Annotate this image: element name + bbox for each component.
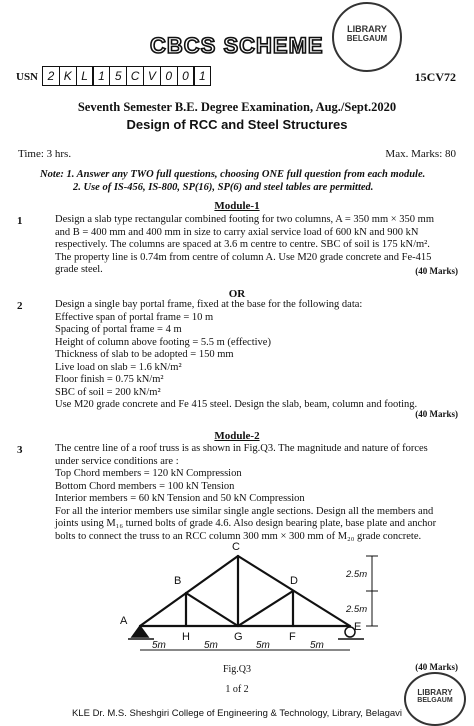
- dim-fe: 5m: [310, 640, 324, 651]
- q2-line: Use M20 grade concrete and Fe 415 steel. Design the slab, beam, column and footing.: [55, 399, 418, 410]
- q1-line: respectively. The columns are spaced at 3.6 m centre to centre. SBC of soil is 175 kN/m².: [55, 239, 430, 250]
- q2-line: Height of column above footing = 5.5 m (effective): [55, 336, 271, 348]
- q3-line: For all the interior members use similar single angle sections. Design all the members and: [55, 505, 434, 517]
- question-3-number: 3: [17, 444, 23, 456]
- question-3-text: [55, 443, 463, 543]
- usn-boxes: [42, 66, 210, 86]
- usn-char: 1: [92, 66, 110, 86]
- q2-line: Live load on slab = 1.6 kN/m²: [55, 361, 182, 373]
- usn-char: 5: [109, 66, 127, 86]
- member-bg: [186, 593, 238, 626]
- q1-line: grade steel.: [55, 264, 103, 275]
- figure-caption: Fig.Q3: [222, 664, 252, 675]
- q3-line: The centre line of a roof truss is as shown in Fig.Q3. The magnitude and nature of forces: [55, 443, 428, 454]
- question-2-marks: (40 Marks): [415, 409, 458, 419]
- dim-gf: 5m: [256, 640, 270, 651]
- q3-line: joints using M₁₆ turned bolts of grade 4.6. Also design bearing plate, base plate and anchor: [55, 518, 437, 529]
- usn-char: K: [59, 66, 77, 86]
- q2-line: Effective span of portal frame = 10 m: [55, 311, 214, 323]
- q3-line: bolts to connect the truss to an RCC column 300 mm × 300 mm of M₂₀ grade concrete.: [55, 530, 422, 542]
- question-3-marks: (40 Marks): [415, 662, 458, 672]
- stamp-line-1: LIBRARY: [347, 24, 387, 34]
- usn-char: 0: [177, 66, 195, 86]
- note-line-1: Note: 1. Answer any TWO full questions, choosing ONE full question from each module.: [40, 169, 426, 180]
- node-label-b: B: [174, 575, 182, 587]
- time-allowed: Time: 3 hrs.: [18, 148, 72, 160]
- usn-char: L: [76, 66, 94, 86]
- question-1-number: 1: [17, 215, 23, 227]
- dim-rise-upper: 2.5m: [346, 569, 368, 580]
- roof-truss-figure: [110, 540, 390, 665]
- exam-title: Seventh Semester B.E. Degree Examination, Aug./Sept.2020: [77, 100, 397, 114]
- question-1-text: [55, 214, 463, 277]
- node-label-f: F: [289, 631, 296, 643]
- usn-char: 0: [160, 66, 178, 86]
- usn-char: V: [143, 66, 161, 86]
- q1-line: Design a slab type rectangular combined footing for two columns, A = 350 mm × 350 mm: [55, 214, 434, 225]
- stamp-bottom-line-1: LIBRARY: [417, 688, 453, 697]
- stamp-line-2: BELGAUM: [346, 34, 388, 43]
- library-footer: KLE Dr. M.S. Sheshgiri College of Engineering & Technology, Library, Belagavi: [71, 708, 403, 719]
- question-2-text: [55, 299, 463, 412]
- q3-line: Interior members = 60 kN Tension and 50 kN Compression: [55, 493, 305, 504]
- question-2-number: 2: [17, 300, 23, 312]
- q3-line: Top Chord members = 120 kN Compression: [55, 468, 242, 479]
- question-1-marks: (40 Marks): [415, 266, 458, 276]
- q2-line: Spacing of portal frame = 4 m: [55, 324, 182, 335]
- q1-line: The property line is 0.74m from centre of column A. Use M20 grade concrete and Fe-415: [55, 251, 432, 263]
- usn-label: USN: [16, 71, 39, 83]
- node-label-a: A: [120, 615, 128, 627]
- subject-title: Design of RCC and Steel Structures: [126, 117, 348, 132]
- member-dg: [238, 591, 293, 626]
- q2-line: Thickness of slab to be adopted = 150 mm: [55, 349, 234, 360]
- dim-rise-lower: 2.5m: [346, 604, 368, 615]
- usn-char: 1: [193, 66, 211, 86]
- or-separator: OR: [228, 288, 246, 300]
- dim-ah: 5m: [152, 640, 166, 651]
- q3-line: Bottom Chord members = 100 kN Tension: [55, 480, 235, 492]
- library-stamp-top: [332, 2, 402, 72]
- dim-hg: 5m: [204, 640, 218, 651]
- instructions-note: [40, 168, 460, 194]
- node-label-c: C: [232, 541, 240, 553]
- q2-line: SBC of soil = 200 kN/m²: [55, 386, 161, 398]
- stamp-bottom-line-2: BELGAUM: [417, 697, 453, 704]
- q1-line: and B = 400 mm and 400 mm in size to carry axial service load of 600 kN and 900 kN: [55, 226, 419, 238]
- scheme-title: CBCS SCHEME: [150, 33, 324, 58]
- node-label-e: E: [354, 621, 362, 633]
- q2-line: Design a single bay portal frame, fixed at the base for the following data:: [55, 299, 363, 310]
- note-line-2: 2. Use of IS-456, IS-800, SP(16), SP(6) and steel tables are permitted.: [73, 182, 374, 193]
- usn-char: C: [126, 66, 144, 86]
- usn-char: 2: [42, 66, 60, 86]
- page-number: 1 of 2: [225, 684, 249, 695]
- node-label-h: H: [182, 631, 190, 643]
- subject-code: 15CV72: [414, 70, 456, 84]
- q3-line: under service conditions are :: [55, 455, 179, 467]
- max-marks: Max. Marks: 80: [385, 148, 456, 160]
- module-1-heading: Module-1: [214, 200, 260, 212]
- node-label-d: D: [290, 575, 298, 587]
- node-label-g: G: [234, 631, 243, 643]
- support-a: [132, 626, 148, 637]
- module-2-heading: Module-2: [214, 430, 260, 442]
- q2-line: Floor finish = 0.75 kN/m²: [55, 374, 164, 385]
